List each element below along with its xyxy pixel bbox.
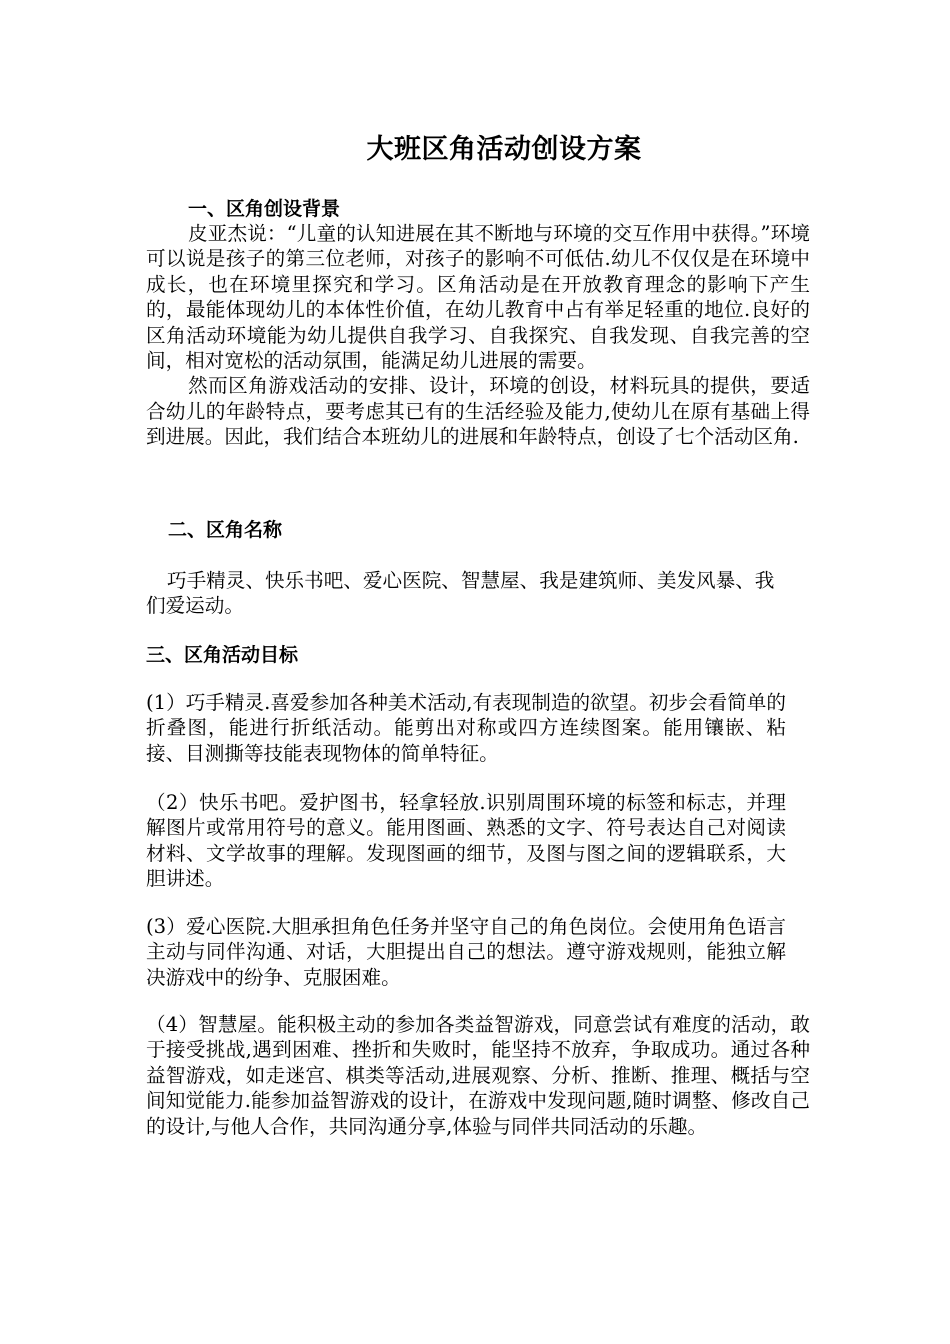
goal-item: (1）巧手精灵.喜爱参加各种美术活动,有表现制造的欲望。初步会看简单的折叠图，能进行折纸活动。能剪出对称或四方连续图案。能用镶嵌、粘接、目测撕等技能表现物体的简单特征。 — [146, 691, 786, 765]
area-names-text: 巧手精灵、快乐书吧、爱心医院、智慧屋、我是建筑师、美发风暴、我们爱运动。 — [146, 569, 775, 618]
section-heading-goals: 三、区角活动目标 — [146, 644, 299, 666]
goal-item: （2）快乐书吧。爱护图书，轻拿轻放.识别周围环境的标签和标志，并理解图片或常用符号的意义。能用图画、熟悉的文字、符号表达自己对阅读材料、文学故事的理解。发现图画的细节，及图与图之间的逻辑联系，大胆讲述。 — [146, 791, 786, 891]
document-title: 大班区角活动创设方案 — [366, 134, 642, 165]
paragraph: 然而区角游戏活动的安排、设计，环境的创设，材料玩具的提供，要适合幼儿的年龄特点，要考虑其已有的生活经验及能力,使幼儿在原有基础上得到进展。因此，我们结合本班幼儿的进展和年龄特点，创设了七个活动区角. — [146, 374, 810, 449]
section-heading-background: 一、区角创设背景 — [188, 198, 341, 220]
goal-item: (3）爱心医院.大胆承担角色任务并坚守自己的角色岗位。会使用角色语言主动与同伴沟通、对话，大胆提出自己的想法。遵守游戏规则，能独立解决游戏中的纷争、克服困难。 — [146, 915, 786, 989]
section-background-body — [146, 221, 810, 450]
paragraph: 皮亚杰说：“儿童的认知进展在其不断地与环境的交互作用中获得。”环境可以说是孩子的第三位老师，对孩子的影响不可低估.幼儿不仅仅是在环境中成长，也在环境里探究和学习。区角活动是在开放教育理念的影响下产生的，最能体现幼儿的本体性价值，在幼儿教育中占有举足轻重的地位.良好的区角活动环境能为幼儿提供自我学习、自我探究、自我发现、自我完善的空间，相对宽松的活动氛围，能满足幼儿进展的需要。 — [146, 222, 810, 373]
section-heading-names: 二、区角名称 — [168, 519, 283, 541]
goal-item: （4）智慧屋。能积极主动的参加各类益智游戏，同意尝试有难度的活动，敢于接受挑战,遇到困难、挫折和失败时，能坚持不放弃，争取成功。通过各种益智游戏，如走迷宫、棋类等活动,进展观察、分析、推断、推理、概括与空间知觉能力.能参加益智游戏的设计，在游戏中发现问题,随时调整、修改自己的设计,与他人合作，共同沟通分享,体验与同伴共同活动的乐趣。 — [146, 1013, 810, 1138]
